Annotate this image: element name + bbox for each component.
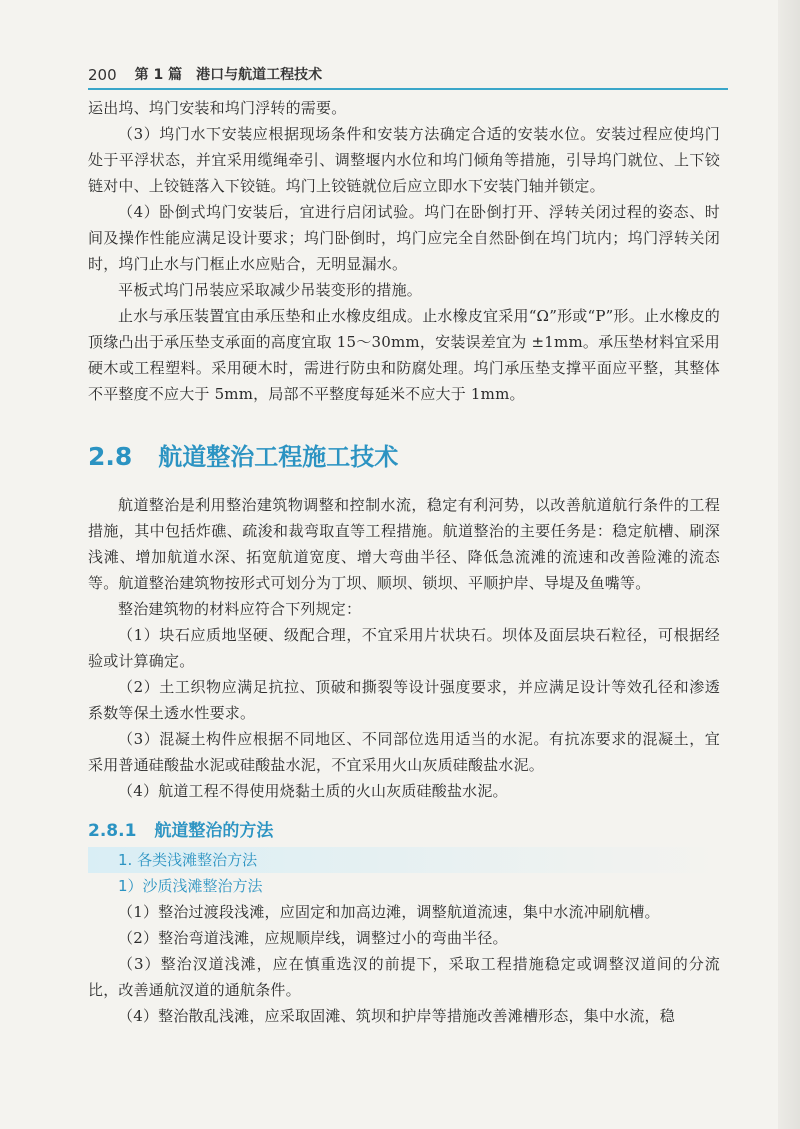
paragraph: （2）土工织物应满足抗拉、顶破和撕裂等设计强度要求，并应满足设计等效孔径和渗透系数等保土透水性要求。 [88,678,720,722]
paragraph: （1）整治过渡段浅滩，应固定和加高边滩，调整航道流速，集中水流冲刷航槽。 [118,903,660,921]
paragraph: （4）整治散乱浅滩，应采取固滩、筑坝和护岸等措施改善滩槽形态，集中水流，稳 [118,1007,675,1025]
paragraph-group-bottom [88,899,720,1029]
running-header [88,58,728,90]
heading-level-1: 1. 各类浅滩整治方法 [88,847,720,873]
part-title: 港口与航道工程技术 [196,67,323,83]
paragraph: （4）卧倒式坞门安装后，宜进行启闭试验。坞门在卧倒打开、浮转关闭过程的姿态、时间及操作性能应满足设计要求；坞门卧倒时，坞门应完全自然卧倒在坞门坑内；坞门浮转关闭时，坞门止水与门框止水应贴合，无明显漏水。 [88,203,720,273]
paragraph: （2）整治弯道浅滩，应规顺岸线，调整过小的弯曲半径。 [118,929,508,947]
paragraph: 平板式坞门吊装应采取减少吊装变形的措施。 [118,281,423,299]
section-number: 2.8 [88,442,133,471]
section-title: 航道整治工程施工技术 [158,443,399,471]
paragraph: 整治建筑物的材料应符合下列规定： [118,600,362,618]
paragraph-group-middle [88,492,720,804]
subsection-heading [88,816,720,841]
part-label: 第 1 篇 [134,67,183,83]
page-edge-shadow [778,0,800,1129]
subsection-number: 2.8.1 [88,821,137,841]
paragraph: 运出坞、坞门安装和坞门浮转的需要。 [88,99,347,117]
subsection-title: 航道整治的方法 [154,821,274,841]
paragraph: （3）坞门水下安装应根据现场条件和安装方法确定合适的安装水位。安装过程应使坞门处于平浮状态，并宜采用缆绳牵引、调整堰内水位和坞门倾角等措施，引导坞门就位、上下铰链对中、上铰链落入下铰链。坞门上铰链就位后应立即水下安装门轴并锁定。 [88,125,720,195]
paragraph: （3）整治汊道浅滩，应在慎重选汊的前提下，采取工程措施稳定或调整汊道间的分流比，改善通航汊道的通航条件。 [88,955,720,999]
paragraph: （4）航道工程不得使用烧黏土质的火山灰质硅酸盐水泥。 [118,782,508,800]
paragraph-group-top [88,95,720,407]
paragraph: （3）混凝土构件应根据不同地区、不同部位选用适当的水泥。有抗冻要求的混凝土，宜采用普通硅酸盐水泥或硅酸盐水泥，不宜采用火山灰质硅酸盐水泥。 [88,730,720,774]
heading-level-2: 1）沙质浅滩整治方法 [118,877,263,895]
paragraph: 航道整治是利用整治建筑物调整和控制水流，稳定有利河势，以改善航道航行条件的工程措施，其中包括炸礁、疏浚和裁弯取直等工程措施。航道整治的主要任务是：稳定航槽、刷深浅滩、增加航道水深、拓宽航道宽度、增大弯曲半径、降低急流滩的流速和改善险滩的流态等。航道整治建筑物按形式可划分为丁坝、顺坝、锁坝、平顺护岸、导堤及鱼嘴等。 [88,496,720,592]
paragraph: （1）块石应质地坚硬、级配合理，不宜采用片状块石。坝体及面层块石粒径，可根据经验或计算确定。 [88,626,720,670]
page-body [88,95,720,1029]
paragraph: 止水与承压装置宜由承压垫和止水橡皮组成。止水橡皮宜采用“Ω”形或“P”形。止水橡皮的顶缘凸出于承压垫支承面的高度宜取 15～30mm，安装误差宜为 ±1mm。承压垫材料宜采用硬木或工程塑料。采用硬木时，需进行防虫和防腐处理。坞门承压垫支撑平面应平整，其整体不平整度不应大于 5mm，局部不平整度每延米不应大于 1mm。 [88,307,720,403]
section-heading [88,437,720,472]
page-number: 200 [88,66,117,84]
